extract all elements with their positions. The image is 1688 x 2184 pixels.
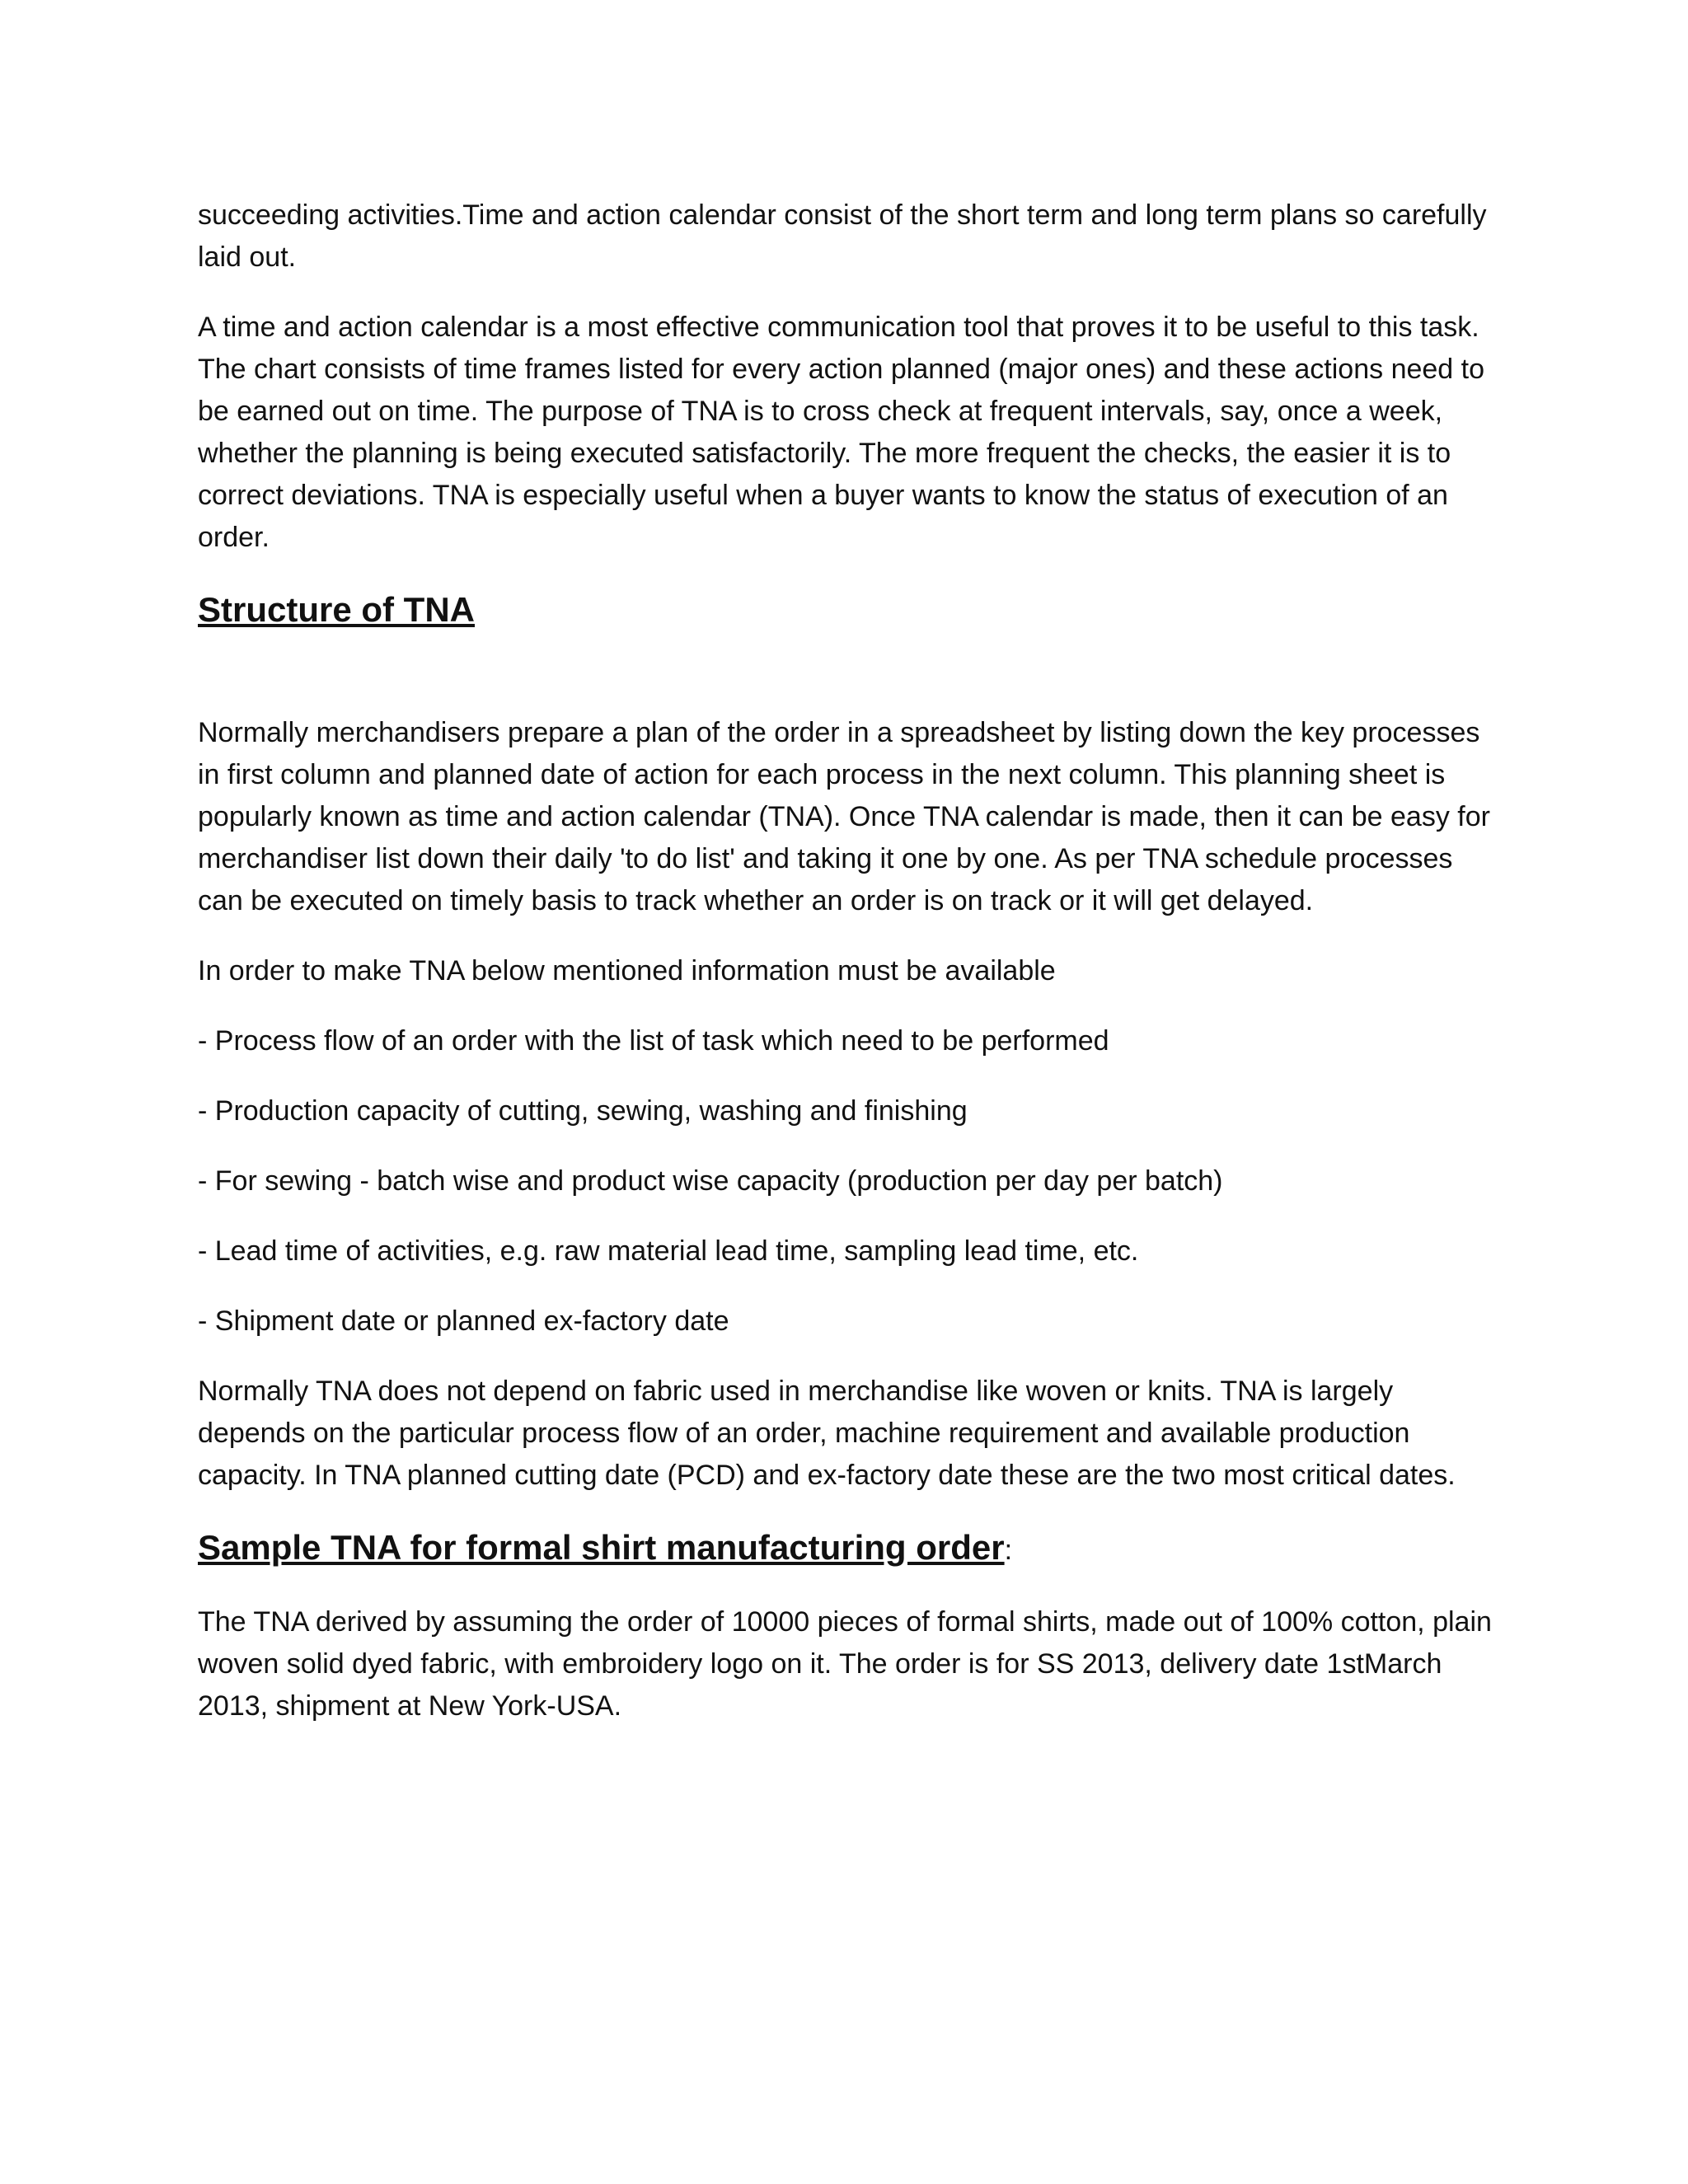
sample-tna-heading: [198, 1525, 1492, 1573]
tna-dependency-paragraph: Normally TNA does not depend on fabric used in merchandise like woven or knits. TNA is largely depends on the particular process flow of an order, machine requirement and available production capacity. In TNA planned cutting date (PCD) and ex-factory date these are the two most critical dates.: [198, 1376, 1456, 1491]
list-item: - Production capacity of cutting, sewing, washing and finishing: [198, 1095, 968, 1127]
structure-heading: Structure of TNA: [198, 590, 475, 629]
list-item: - Lead time of activities, e.g. raw material lead time, sampling lead time, etc.: [198, 1235, 1139, 1267]
required-info-intro: In order to make TNA below mentioned information must be available: [198, 955, 1056, 987]
list-item: - Process flow of an order with the list of task which need to be performed: [198, 1025, 1109, 1057]
list-item: - For sewing - batch wise and product wise capacity (production per day per batch): [198, 1165, 1223, 1197]
tna-preparation-paragraph: Normally merchandisers prepare a plan of the order in a spreadsheet by listing down the key processes in first column and planned date of action for each process in the next column. This planning sheet is popularly known as time and action calendar (TNA). Once TNA calendar is made, then it can be easy for merchandiser list down their daily 'to do list' and taking it one by one. As per TNA schedule processes can be executed on timely basis to track whether an order is on track or it will get delayed.: [198, 717, 1490, 916]
sample-order-paragraph: The TNA derived by assuming the order of 10000 pieces of formal shirts, made out of 100% cotton, plain woven solid dyed fabric, with embroidery logo on it. The order is for SS 2013, delivery date 1stMarch 2013, shipment at New York-USA.: [198, 1606, 1492, 1722]
sample-tna-heading-colon: :: [1004, 1535, 1013, 1566]
document-page: [198, 194, 1492, 1755]
intro-paragraph: succeeding activities.Time and action calendar consist of the short term and long term plans so carefully laid out.: [198, 199, 1487, 273]
sample-tna-heading-text: Sample TNA for formal shirt manufacturing order: [198, 1528, 1005, 1567]
list-item: - Shipment date or planned ex-factory date: [198, 1305, 729, 1337]
tna-description-paragraph: A time and action calendar is a most effective communication tool that proves it to be useful to this task. The chart consists of time frames listed for every action planned (major ones) and these actions need to be earned out on time. The purpose of TNA is to cross check at frequent intervals, say, once a week, whether the planning is being executed satisfactorily. The more frequent the checks, the easier it is to correct deviations. TNA is especially useful when a buyer wants to know the status of execution of an order.: [198, 312, 1485, 553]
